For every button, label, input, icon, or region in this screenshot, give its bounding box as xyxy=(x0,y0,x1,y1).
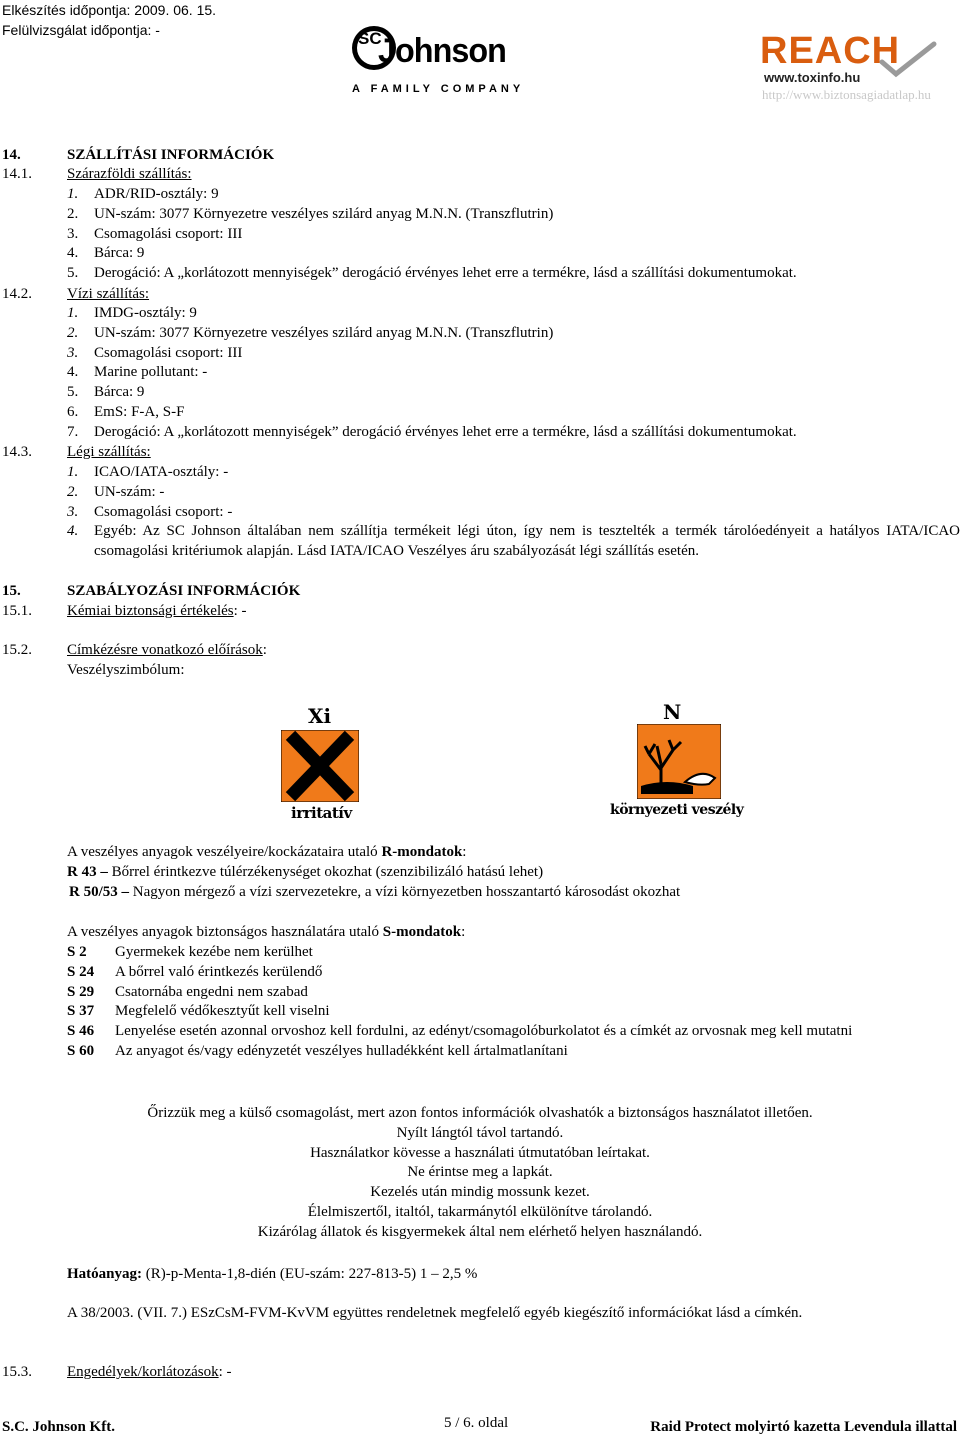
r-intro-colon: : xyxy=(462,844,467,860)
footer-company: S.C. Johnson Kft. xyxy=(2,1419,115,1435)
s-sentence-text: Lenyelése esetén azonnal orvoshoz kell fordulni, az edényt/csomagolóburkolatot és a címkét az orvosnak meg kell mutatni xyxy=(115,1023,853,1040)
xi-code: Xi xyxy=(308,704,332,728)
n-code: N xyxy=(663,700,682,724)
land-transport-item-number: 2. xyxy=(67,205,79,222)
s-sentences-list xyxy=(67,943,852,1062)
logo-johnson-text: Johnson xyxy=(378,32,506,70)
air-transport-item-text: Egyéb: Az SC Johnson általában nem szállítja termékeit légi úton, így nem is tesztelték a termék tárolóedényeit a hatályos IATA/ICAO csomagolási kritériumok alapján. Lásd IATA/ICAO Veszélyes áru szabályozását légi szállítás esetén. xyxy=(94,523,960,560)
s-sentence-code: S 24 xyxy=(67,963,95,980)
land-transport-item xyxy=(67,264,797,284)
land-transport-item-text: UN-szám: 3077 Környezetre veszélyes szilárd anyag M.N.N. (Transzflutrin) xyxy=(94,205,554,222)
footer-page-number: 5 / 6. oldal xyxy=(444,1415,509,1431)
reach-logo xyxy=(760,30,945,86)
s-sentences-intro xyxy=(67,923,465,943)
section-14-1-title: Szárazföldi szállítás: xyxy=(67,166,192,182)
footer-product: Raid Protect molyirtó kazetta Levendula illattal xyxy=(650,1419,957,1435)
precautionary-line: Kezelés után mindig mossunk kezet. xyxy=(370,1184,590,1201)
decree-note: A 38/2003. (VII. 7.) ESzCsM-FVM-KvVM együttes rendeletnek megfelelő egyéb kiegészítő információkat lásd a címkén. xyxy=(67,1305,803,1321)
water-transport-item-number: 1. xyxy=(67,305,79,321)
r-sentences-list xyxy=(67,863,680,903)
water-transport-item-text: EmS: F-A, S-F xyxy=(94,403,185,420)
section-14-2-title: Vízi szállítás: xyxy=(67,286,150,302)
s-sentence-text: Csatornába engedni nem szabad xyxy=(115,983,308,1000)
water-transport-item-text: IMDG-osztály: 9 xyxy=(94,305,197,321)
water-transport-item xyxy=(67,363,797,383)
r-intro-text: A veszélyes anyagok veszélyeire/kockázataira utaló xyxy=(67,844,382,860)
section-14-3-number: 14.3. xyxy=(2,444,32,460)
land-transport-item-number: 3. xyxy=(67,225,79,242)
water-transport-item xyxy=(67,423,797,443)
land-transport-item-text: Bárca: 9 xyxy=(94,245,145,262)
xi-cross-icon xyxy=(281,730,359,802)
air-transport-item xyxy=(67,463,960,483)
xi-caption: irritatív xyxy=(291,804,352,822)
land-transport-item-text: Csomagolási csoport: III xyxy=(94,225,243,242)
checkmark-icon xyxy=(878,40,938,80)
r-intro-bold: R-mondatok xyxy=(381,844,463,860)
r-sentence-text: Bőrrel érintkezve túlérzékenységet okozhat (szenzibilizáló hatású lehet) xyxy=(107,864,544,880)
section-15-1-title: Kémiai biztonsági értékelés xyxy=(67,603,234,619)
land-transport-item xyxy=(67,205,797,225)
land-transport-item xyxy=(67,185,797,205)
air-transport-item xyxy=(67,503,960,523)
precautionary-line: Kizárólag állatok és kisgyermekek által nem elérhető helyen használandó. xyxy=(257,1223,703,1240)
water-transport-item-text: Marine pollutant: - xyxy=(94,364,208,381)
precautionary-line: Őrizzük meg a külső csomagolást, mert azon fontos információk olvashatók a biztonságos használatot illetően. xyxy=(147,1105,813,1121)
section-15-1-number: 15.1. xyxy=(2,603,32,619)
r-sentence xyxy=(67,863,680,883)
water-transport-item-number: 6. xyxy=(67,403,79,420)
active-ingredient xyxy=(67,1265,477,1285)
air-transport-item-number: 2. xyxy=(67,483,79,500)
land-transport-item xyxy=(67,225,797,245)
r-sentence-code: R 43 – xyxy=(67,864,108,880)
water-transport-item-text: UN-szám: 3077 Környezetre veszélyes szilárd anyag M.N.N. (Transzflutrin) xyxy=(94,324,554,341)
section-14-number: 14. xyxy=(2,147,21,163)
land-transport-item-text: ADR/RID-osztály: 9 xyxy=(94,186,219,202)
air-transport-item-number: 3. xyxy=(67,503,79,520)
dead-tree-fish-icon xyxy=(637,724,721,799)
r-sentence xyxy=(67,883,680,903)
s-sentence-text: Gyermekek kezébe nem kerülhet xyxy=(115,944,313,960)
water-transport-item xyxy=(67,403,797,423)
precautionary-statements xyxy=(0,1104,960,1243)
section-14-title: SZÁLLÍTÁSI INFORMÁCIÓK xyxy=(67,147,275,163)
land-transport-item-number: 5. xyxy=(67,265,79,282)
s-sentence-code: S 37 xyxy=(67,1003,95,1020)
s-sentence xyxy=(67,943,852,963)
water-transport-item xyxy=(67,344,797,364)
web-url: http://www.biztonsagiadatlap.hu xyxy=(762,87,931,102)
active-ingredient-text: (R)-p-Menta-1,8-dién (EU-szám: 227-813-5) 1 – 2,5 % xyxy=(142,1266,478,1282)
section-15-2-line xyxy=(67,641,267,661)
section-14-2-number: 14.2. xyxy=(2,286,32,302)
reach-site: www.toxinfo.hu xyxy=(764,70,861,85)
s-sentence-text: A bőrrel való érintkezés kerülendő xyxy=(115,963,323,980)
water-transport-item-number: 2. xyxy=(67,324,79,341)
water-transport-item-text: Csomagolási csoport: III xyxy=(94,344,243,361)
s-sentence-code: S 29 xyxy=(67,983,95,1000)
s-sentence-code: S 46 xyxy=(67,1023,95,1040)
r-sentences-intro xyxy=(67,843,466,863)
hazard-symbol-n xyxy=(608,700,753,824)
precautionary-line: Nyílt lángtól távol tartandó. xyxy=(396,1124,564,1141)
section-14-1-number: 14.1. xyxy=(2,166,32,182)
precautionary-line: Használatkor kövesse a használati útmutatóban leírtakat. xyxy=(310,1144,650,1161)
section-15-2-title: Címkézésre vonatkozó előírások xyxy=(67,642,263,658)
reach-logo-text: REACH xyxy=(760,30,901,72)
n-caption: környezeti veszély xyxy=(610,802,744,818)
section-15-number: 15. xyxy=(2,583,21,599)
s-sentence xyxy=(67,983,852,1003)
r-sentence-text: Nagyon mérgező a vízi szervezetekre, a vízi környezetben hosszantartó károsodást okozhat xyxy=(129,883,681,900)
r-sentence-code: R 50/53 – xyxy=(69,883,129,900)
section-15-3-title: Engedélyek/korlátozások xyxy=(67,1364,219,1380)
s-sentence-code: S 2 xyxy=(67,944,87,960)
water-transport-list xyxy=(67,304,797,443)
water-transport-item xyxy=(67,324,797,344)
revision-date: Felülvizsgálat időpontja: - xyxy=(2,22,160,38)
section-15-2-number: 15.2. xyxy=(2,642,32,658)
water-transport-item xyxy=(67,383,797,403)
section-14-3-title: Légi szállítás: xyxy=(67,444,151,460)
section-15-title: SZABÁLYOZÁSI INFORMÁCIÓK xyxy=(67,583,301,599)
air-transport-list xyxy=(67,463,960,562)
active-ingredient-label: Hatóanyag: xyxy=(67,1266,142,1282)
section-15-1-line xyxy=(67,602,247,622)
section-15-1-value: : - xyxy=(233,603,247,619)
s-intro-colon: : xyxy=(461,924,466,940)
land-transport-item-text: Derogáció: A „korlátozott mennyiségek” derogáció érvényes lehet erre a termékre, lásd a szállítási dokumentumokat. xyxy=(94,265,797,282)
air-transport-item-text: UN-szám: - xyxy=(94,483,165,500)
sc-johnson-logo xyxy=(344,22,525,104)
water-transport-item-number: 4. xyxy=(67,364,79,381)
section-15-2-colon: : xyxy=(262,642,267,658)
s-sentence xyxy=(67,963,852,983)
logo-sc-text: SC xyxy=(358,29,382,48)
water-transport-item-number: 3. xyxy=(67,344,79,361)
s-sentence xyxy=(67,1022,852,1042)
water-transport-item-text: Derogáció: A „korlátozott mennyiségek” derogáció érvényes lehet erre a termékre, lásd a szállítási dokumentumokat. xyxy=(94,423,797,440)
water-transport-item-text: Bárca: 9 xyxy=(94,384,145,401)
hazard-symbol-xi xyxy=(278,706,364,826)
land-transport-list xyxy=(67,185,797,284)
s-sentence-text: Az anyagot és/vagy edényzetét veszélyes hulladékként kell ártalmatlanítani xyxy=(115,1042,568,1059)
precautionary-line: Élelmiszertől, italtól, takarmánytól elkülönítve tárolandó. xyxy=(307,1203,653,1220)
air-transport-item xyxy=(67,522,960,562)
logo-tagline: A FAMILY COMPANY xyxy=(352,83,525,95)
water-transport-item-number: 5. xyxy=(67,384,79,401)
created-date: Elkészítés időpontja: 2009. 06. 15. xyxy=(2,2,217,18)
s-sentence xyxy=(67,1002,852,1022)
land-transport-item-number: 1. xyxy=(67,186,79,202)
s-intro-text: A veszélyes anyagok biztonságos használatára utaló xyxy=(67,924,383,940)
air-transport-item-text: Csomagolási csoport: - xyxy=(94,503,233,520)
air-transport-item-text: ICAO/IATA-osztály: - xyxy=(94,464,229,480)
land-transport-item-number: 4. xyxy=(67,245,79,262)
water-transport-item-number: 7. xyxy=(67,423,79,440)
s-sentence-text: Megfelelő védőkesztyűt kell viselni xyxy=(115,1003,330,1020)
air-transport-item xyxy=(67,483,960,503)
precautionary-line: Ne érintse meg a lapkát. xyxy=(407,1164,553,1181)
air-transport-item-number: 1. xyxy=(67,464,79,480)
s-sentence xyxy=(67,1042,852,1062)
hazard-symbols-label: Veszélyszimbólum: xyxy=(67,662,185,678)
s-sentence-code: S 60 xyxy=(67,1042,95,1059)
section-15-3-line xyxy=(67,1363,232,1383)
section-15-3-value: : - xyxy=(218,1364,232,1380)
air-transport-item-number: 4. xyxy=(67,523,79,540)
water-transport-item xyxy=(67,304,797,324)
land-transport-item xyxy=(67,244,797,264)
s-intro-bold: S-mondatok xyxy=(382,924,462,940)
section-15-3-number: 15.3. xyxy=(2,1364,32,1380)
